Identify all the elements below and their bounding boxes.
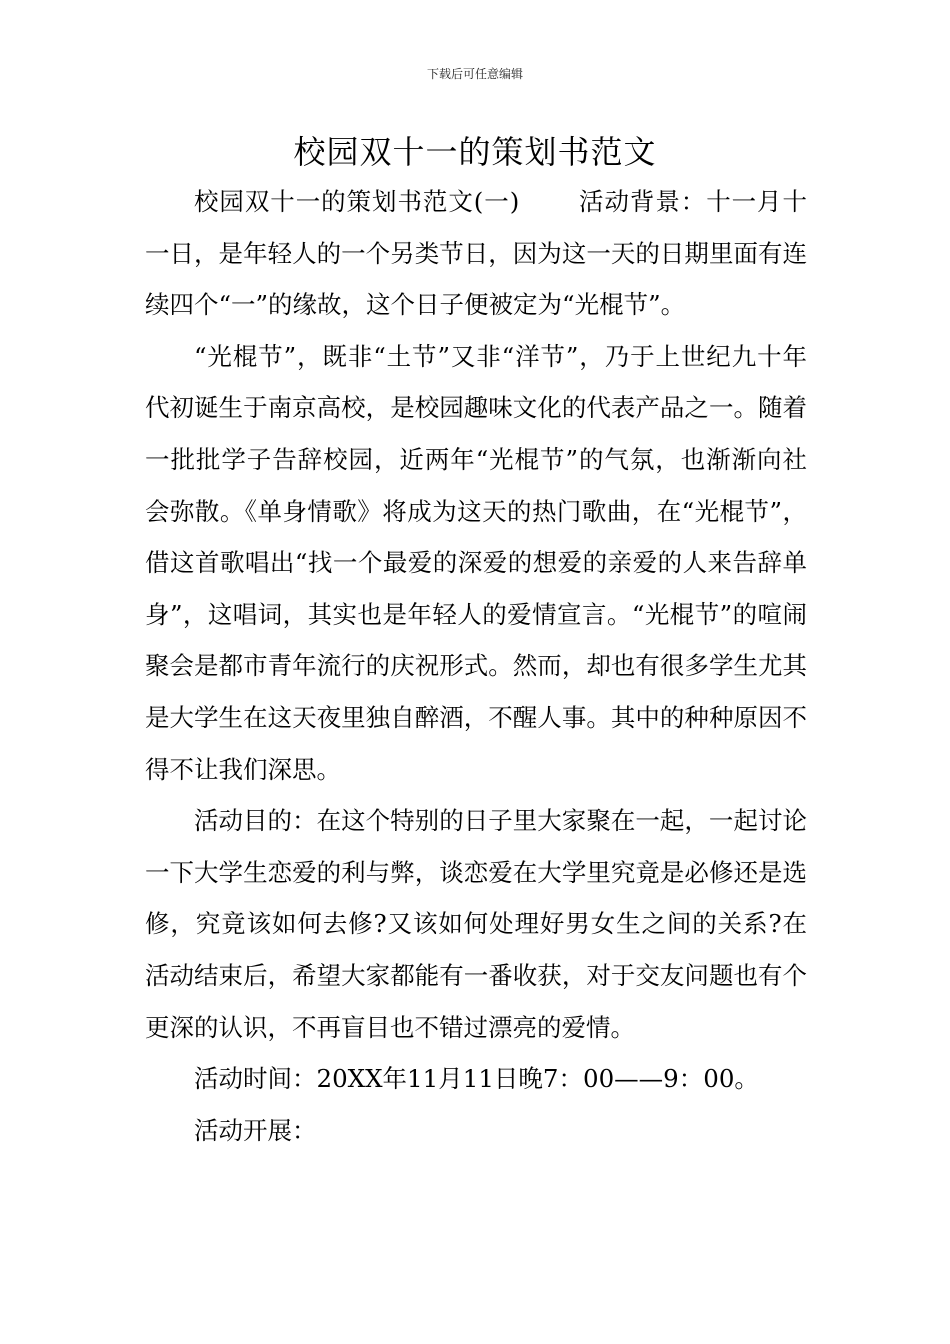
header-note: 下载后可任意编辑 (426, 67, 523, 81)
paragraph-text: 活动目的：在这个特别的日子里大家聚在一起，一起讨论一下大学生恋爱的利与弊，谈恋爱在大学里究竟是必修还是选修，究竟该如何去修?又该如何处理好男女生之间的关系?在活动结束后，希望大家都能有一番收获，对于交友问题也有个更深的认识，不再盲目也不错过漂亮的爱情。 (145, 806, 807, 1042)
paragraph-activity-development (145, 1105, 807, 1157)
paragraph-text: 活动时间：20XX年11月11日晚7：00——9：00。 (194, 1064, 759, 1094)
paragraph-background (145, 176, 807, 331)
paragraph-festival-history (145, 331, 807, 795)
paragraph-activity-time (145, 1053, 807, 1105)
paragraph-text: “光棍节”，既非“土节”又非“洋节”，乃于上世纪九十年代初诞生于南京高校，是校园趣味文化的代表产品之一。随着一批批学子告辞校园，近两年“光棍节”的气氛，也渐渐向社会弥散。《单身情歌》将成为这天的热门歌曲，在“光棍节”，借这首歌唱出“找一个最爱的深爱的想爱的亲爱的人来告辞单身”，这唱词，其实也是年轻人的爱情宣言。“光棍节”的喧闹聚会是都市青年流行的庆祝形式。然而，却也有很多学生尤其是大学生在这天夜里独自醉酒，不醒人事。其中的种种原因不得不让我们深思。 (145, 341, 807, 784)
paragraph-text: 活动开展： (194, 1115, 317, 1145)
document-title: 校园双十一的策划书范文 (293, 133, 657, 171)
paragraph-activity-purpose (145, 795, 807, 1053)
document-body (145, 176, 807, 1156)
paragraph-text: 活动背景：十一月十一日，是年轻人的一个另类节日，因为这一天的日期里面有连续四个“一”的缘故，这个日子便被定为“光棍节”。 (145, 187, 807, 320)
document-subtitle: 校园双十一的策划书范文(一) (194, 187, 520, 216)
